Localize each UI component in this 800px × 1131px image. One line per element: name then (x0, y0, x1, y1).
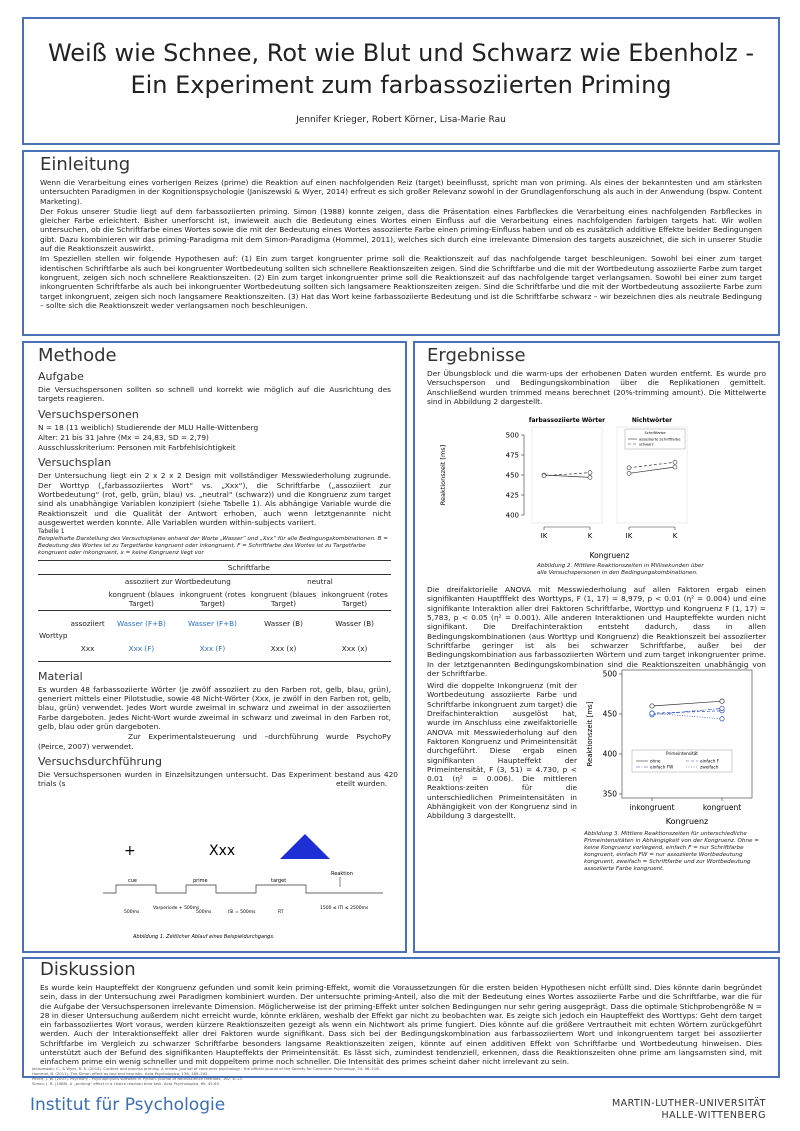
fig1-t4: ISI = 500ms (228, 910, 256, 915)
data-point (720, 699, 724, 703)
data-point (650, 704, 654, 708)
cell: Wasser (B) (264, 618, 303, 628)
data-point (673, 460, 677, 464)
fig1-t3: 500ms (196, 910, 212, 915)
fig1-cue: cue (128, 878, 137, 884)
diskussion-text: Es wurde kein Haupteffekt der Kongruenz gefunden und somit kein priming-Effekt, womit die Voraussetzungen für die ersten beiden Hypothesen nicht erfüllt sind. Dies könnte darin begründet sein, dass in der Untersuchung zwei Paradigmen kombiniert wurden. Der untersuchte priming-Anteil, also die mit der Bedeutung eines Wortes assoziierte Farbe und die Schriftfarbe, war die für die Aufgabe der Versuchspersonen irrelevante Dimension. Möglicherweise ist der priming-Effekt unter solchen Bedingungen nur sehr gering ausgeprägt. Dass die optimale Stichprobengröße N = 28 in dieser Untersuchung außerdem nicht erreicht wurde, könnte erklären, weshalb der Effekt gar nicht zu beobachten war. Es zeigte sich jedoch ein Haupteffekt des Worttyps: Geht dem target ein farbassoziiertes Wort voraus, werden kürzere Reaktionszeiten gezeigt als wenn ein Nichtwort als prime fungiert. Dies könnte auf die größere Vertrautheit mit echten Wörtern zurückgeführt werden. Auch der Interaktionseffekt aller drei Faktoren wurde signifikant. Dass sich bei der Bedingungskombination aus farbassoziiertem Wort und inkongruentem target bei assoziierter Schriftfarbe im Vergleich zu schwarzer Schriftfarbe besonders langsame Reaktionszeiten zeigen, könnte auf einen additiven Effekt von Schriftfarbe und Wortbedeutung hinweisen. Dies unterstützt auch der Befund des signifikanten Haupteffekts der Primeintensität. Es lässt sich, zumindest tendenziell, erkennen, dass die Reaktionszeiten ohne prime am langsamsten sind, mit einfachem prime ein wenig schneller und mit doppeltem prime noch schneller. Die Intensität des primes scheint daher nicht irrelevant zu sein. (40, 983, 762, 1067)
legend-label: ohne (650, 758, 661, 764)
legend-title: Primeintensität (666, 751, 698, 757)
y-tick-label: 400 (505, 511, 519, 520)
ergebnisse-p1: Der Übungsblock und die warm-ups der erhobenen Daten wurden entfernt. Es wurde pro Versuchsperson und Bedingungskombination über die Replikationen gemittelt. Anschließend wurden trimmed means berechnet (20%-trimming amount). Die Mittelwerte sind in Abbildung 2 dargestellt. (427, 369, 766, 406)
authors: Jennifer Krieger, Robert Körner, Lisa-Marie Rau (296, 115, 506, 125)
th-assoziiert: assoziiert zur Wortbedeutung (124, 576, 231, 586)
y-tick-label: 450 (602, 709, 617, 719)
fig3-caption: Abbildung 3. Mittlere Reaktionszeiten für unterschiedliche Primeintensitäten in Abhängigkeit von der Kongruenz. Ohne = keine Kongruenz vorliegend, einfach F = nur Schriftfarbe kongruent, einfach FW = nur assoziierte Wortbedeutung kongruent, zweifach = Schriftfarbe und zur Wortbedeutung assoziierte Farbe kongruent. (584, 831, 759, 873)
data-point (650, 711, 654, 715)
durch-text-end: eteilt wurden. (336, 778, 388, 788)
data-point (627, 472, 631, 476)
design-table (38, 560, 391, 662)
row2-label: Xxx (80, 643, 95, 653)
fig1-t6: 1500 ≤ ITI ≤ 2500ms (320, 906, 369, 911)
fig1-t1: 500ms (124, 910, 140, 915)
vp-heading: Versuchspersonen (38, 407, 139, 421)
th-worttyp: Worttyp (38, 610, 69, 661)
reference: Peirce, J. W. (2007). PsychoPy - Psychophysics software in Python. Journal of Neuroscience Methods, 162, 8–13. (32, 1076, 243, 1081)
cell: Xxx (F) (199, 643, 226, 653)
fig1-t5: RT (278, 910, 284, 915)
y-axis-label: Reaktionszeit [ms] (439, 444, 447, 506)
legend-label: einfach F (700, 758, 720, 764)
vp-line1: N = 18 (11 weiblich) Studierende der MLU Halle-Wittenberg (38, 422, 259, 432)
material-text: Es wurden 48 farbassoziierte Wörter (je zwölf assoziiert zu den Farben rot, gelb, blau, grün), generiert mittels einer Pilotstudie, sowie 48 Nicht-Wörter (Xxx, je zwölf in den Farben rot, gelb, blau, grün) verwendet. Jedes Wort wurde zweimal in schwarz und zweimal in der assoziierten Farbe dargeboten. Jedes Nicht-Wort wurde zweimal in schwarz und zweimal in den Farben rot, gelb, blau oder grün dargeboten. (38, 684, 391, 732)
row1-label: assoziiert (70, 618, 105, 628)
y-tick-label: 400 (602, 749, 617, 759)
panel-title: farbassoziierte Wörter (528, 417, 606, 425)
cell: Xxx (x) (341, 643, 368, 653)
fig1-plus: + (124, 843, 136, 859)
plan-heading: Versuchsplan (38, 456, 112, 470)
material-heading: Material (38, 669, 83, 683)
plan-text: Der Untersuchung liegt ein 2 x 2 x 2 Design mit vollständiger Messwiederholung zugrunde. Der Worttyp („farbassoziiertes Wort“ vs. „Xxx“), die Schriftfarbe („assoziiert zur Wortbedeutung“ (rot, gelb, grün, blau) vs. „neutral“ (schwarz)) und die Kongruenz zum target sind als unabhängige Variablen konzipiert (siehe Tabelle 1). Als abhängige Variable wurde die Reaktionszeit und die Qualität der Antwort erhoben, auch wenn letztgenannte nicht ausgewertet werden konnte. Alle Variablen wurden within-subjects variiert. (38, 471, 391, 527)
chart-abbildung-2 (427, 408, 767, 563)
data-point (720, 717, 724, 721)
fig1-xxx: Xxx (209, 843, 236, 859)
x-tick-label: inkongruent (629, 803, 675, 813)
y-tick-label: 425 (505, 491, 519, 500)
legend-label: assoziierte Schriftfarbe (639, 437, 681, 442)
ergebnisse-p3: Wird die doppelte Inkongruenz (mit der Wortbedeutung assoziierte Farbe und Schriftfarbe inkongruent zum target) die Dreifachinteraktion ausgelöst hat, wurde im Anschluss eine zweifaktorielle ANOVA mit Messwiederholung auf den Faktoren Kongruenz und Primeintensität durchgeführt. Diese ergab einen signifikanten Haupteffekt der Primeintensität, F (3, 51) = 4.730, p < 0.01 (η² = 0.006). Die mittleren Reaktions-zeiten für die unterschiedlichen Primeintensitäten in Abhängigkeit von der Kongruenz sind in Abbildung 3 dargestellt. (427, 681, 577, 821)
vp-line2: Alter: 21 bis 31 Jahre (Mx = 24,83, SD = 2,79) (38, 432, 209, 442)
cell: Xxx (x) (270, 643, 297, 653)
title-box (22, 17, 780, 145)
x-axis-label: Kongruenz (665, 817, 709, 827)
ergebnisse-section (413, 341, 780, 953)
x-tick-label: IK (625, 532, 633, 541)
data-point (542, 474, 546, 478)
poster-title: Weiß wie Schnee, Rot wie Blut und Schwarz wie Ebenholz - Ein Experiment zum farbassoziierten Priming (47, 39, 755, 99)
fig1-t2: Varperiode + 500ms (153, 906, 200, 911)
university-logo: MARTIN-LUTHER-UNIVERSITÄT HALLE-WITTENBERG (611, 1098, 766, 1121)
fig1-target: target (271, 878, 287, 884)
th-schriftfarbe: Schriftfarbe (227, 562, 270, 572)
y-tick-label: 500 (505, 431, 519, 440)
data-point (673, 465, 677, 469)
einleitung-heading: Einleitung (40, 154, 131, 175)
y-tick-label: 450 (505, 471, 519, 480)
reference: Hommel, B. (2011). The Simon effect as tool and heuristic. Acta Psychologica, 136, 189–202. (32, 1071, 209, 1076)
fig2-caption: Abbildung 2. Mittlere Reaktionszeiten in Millisekunden über alle Versuchspersonen in den Bedingungskombinationen. (537, 563, 704, 577)
data-point (720, 706, 724, 710)
diskussion-heading: Diskussion (40, 959, 136, 980)
fig1-prime: prime (193, 878, 208, 884)
x-tick-label: IK (540, 532, 548, 541)
einleitung-p2: Der Fokus unserer Studie liegt auf dem farbassoziierten priming. Simon (1988) konnte zeigen, dass die Präsentation eines Farbfleckes die Verarbeitung eines nachfolgenden Farbfleckes in gleicher Farbe erleichtert. Bisher unerforscht ist, inwieweit auch die Bedeutung eines Wortes einen Einfluss auf die Verarbeitung eines nachfolgenden farbigen targets hat. Wir wollen untersuchen, ob die Schriftfarbe eines Wortes sowie die mit der Bedeutung eines Wortes assoziierte Farbe einen priming-Einfluss haben und ob es zusätzlich additive Effekte beider Bedingungen gibt. Dazu kombinieren wir das priming-Paradigma mit dem Simon-Paradigma (Hommel, 2011), welches sich durch eine irrelevante Dimension des targets auszeichnet, die sich in unserer Studie auf die Reaktionszeit auswirkt. (40, 206, 762, 254)
x-axis-label: Kongruenz (589, 551, 630, 561)
ergebnisse-heading: Ergebnisse (427, 345, 526, 366)
th-col4: inkongruent (rotes Target) (321, 589, 388, 608)
th-neutral: neutral (307, 576, 333, 586)
cell: Wasser (F+B) (188, 618, 237, 628)
plot-frame (622, 670, 752, 798)
aufgabe-text: Die Versuchspersonen sollten so schnell und korrekt wie möglich auf die Ausrichtung des targets reagieren. (38, 385, 391, 404)
y-axis-label: Reaktionszeit [ms] (586, 701, 594, 767)
table-caption: Beispielhafte Darstellung des Versuchsplanes anhand der Worte „Wasser“ und „Xxx“ für alle Bedingungskombinationen. B = Bedeutung des Wortes ist zu Targetfarbe kongruent oder inkongruent, F = Schriftfarbe des Wortes ist zu Targetfarbe kongruent oder inkongruent, x = keine Kongruenz liegt vor (38, 535, 388, 556)
x-tick-label: K (672, 532, 678, 541)
fig1-caption: Abbildung 1. Zeitlicher Ablauf eines Beispieldurchgangs. (133, 934, 275, 940)
series-line (629, 467, 675, 473)
timeline-figure (38, 831, 393, 946)
durch-text: Die Versuchspersonen wurden in Einzelsitzungen untersucht. Das Experiment bestand aus 420 trials (s (38, 769, 398, 789)
data-point (588, 471, 592, 475)
target-triangle (280, 834, 330, 859)
series-line (652, 701, 722, 706)
reference: Janiszewski, C., & Wyer, R. S. (2014). Content and process priming: A review. Journal of consumer psychology : the official journal of the Society for Consumer Psychology, 24, 96–118. (32, 1066, 380, 1071)
methode-section (22, 341, 407, 953)
timeline-line (103, 885, 383, 893)
x-tick-label: kongruent (702, 803, 742, 813)
chart-abbildung-3 (582, 666, 767, 831)
y-tick-label: 350 (602, 789, 617, 799)
diskussion-section (22, 957, 780, 1078)
y-tick-label: 500 (602, 669, 617, 679)
legend-label: einfach FW (650, 764, 674, 770)
material-text2: Zur Experimentalsteuerung und –durchführung wurde PsychoPy (Peirce, 2007) verwendet. (38, 732, 391, 751)
cell: Xxx (F) (128, 643, 155, 653)
fig1-reaktion: Reaktion (331, 871, 353, 877)
data-point (588, 476, 592, 480)
einleitung-p1: Wenn die Verarbeitung eines vorherigen Reizes (prime) die Reaktion auf einen nachfolgenden Reiz (target) beeinflusst, spricht man von priming. Als eines der bekanntesten und am stärksten untersuchten Paradigmen in der Kognitionspsychologie (Janiszewski & Wyer, 2014) erfreut es sich großer Relevanz sowohl in der Grundlagenforschung als auch in der Anwendung (bspw. Content Marketing). (40, 178, 762, 206)
methode-heading: Methode (38, 345, 117, 366)
references (32, 1066, 632, 1086)
durch-heading: Versuchsdurchführung (38, 754, 162, 768)
data-point (627, 466, 631, 470)
table-label: Tabelle 1 (38, 528, 65, 536)
reference: Simon, J. R. (1988). A „priming“ effect in a choice reaction time task. Acta Psychologica, 69, 45-65. (32, 1081, 221, 1086)
cell: Wasser (F+B) (116, 618, 166, 628)
th-col2: inkongruent (rotes Target) (179, 589, 246, 608)
ergebnisse-p2: Die dreifaktorielle ANOVA mit Messwiederholung auf allen Faktoren ergab einen signifikanten Hauptfffekt des Worttyps, F (1, 17) = 8,979, p < 0.01 (η² = 0.004) und eine signifikante Interaktion aller drei Faktoren Schriftfarbe, Worttyp und Kongruenz F (1, 17) = 5,783, p < 0.05 (η² = 0.001). Alle anderen Interaktionen und Haupteffekte wurden nicht signifikant. Die Dreifachinteraktion entsteht dadurch, dass in allen Bedingungskombinationen (aus Worttyp und Kongruenz) die Reaktionszeit bei assoziierter Schriftfarbe geringer ist als bei schwarzer Schriftfarbe, außer bei der Bedingungskombination aus farbassoziierten Wörtern und zum target inkongruenter prime. In der letztgenannten Bedingungskombination sind die Reaktionszeiten unabhängig von der Schriftfarbe. (427, 585, 766, 678)
y-tick-label: 475 (505, 451, 519, 460)
series-line (544, 473, 590, 476)
institute-name: Institut für Psychologie (30, 1095, 226, 1115)
th-col3: kongruent (blaues Target) (250, 589, 317, 608)
panel-title: Nichtwörter (631, 417, 673, 425)
series-line (652, 711, 722, 713)
vp-line3: Ausschlusskriterium: Personen mit Farbfehlsichtigkeit (38, 443, 236, 453)
legend-label: schwarz (639, 442, 654, 447)
aufgabe-heading: Aufgabe (38, 370, 84, 383)
series-line (652, 713, 722, 719)
legend-title: Schriftfarbe (644, 431, 666, 436)
x-tick-label: K (587, 532, 593, 541)
cell: Wasser (B) (335, 618, 374, 628)
einleitung-section (22, 150, 780, 336)
einleitung-p3: Im Speziellen stellen wir folgende Hypothesen auf: (1) Ein zum target kongruenter prime soll die Reaktionszeit auf das nachfolgende target beschleunigen. Sowohl bei einer zum target identischen Schriftfarbe als auch bei kongruenter Wortbedeutung sollten sich schnellere Reaktionszeiten zeigen. Sind die Schriftfarbe und die mit der Wortbedeutung assoziierte Farbe zum target kongruent, zeigen sich noch schnellere Reaktionszeiten. (2) Ein zum target inkongruenter prime soll die Reaktionszeit auf das nachfolgende target verlangsamen. Sowohl bei einer zum target inkongruenten Schriftfarbe als auch bei inkongruenter Wortbedeutung sollten sich langsamere Reaktionszeiten zeigen. Sind die Schriftfarbe und die mit der Wortbedeutung assoziierte Farbe zum target inkongruent, zeigen sich noch langsamere Reaktionszeiten. (3) Hat das Wort keine farbassoziierte Bedeutung und ist die Schriftfarbe schwarz – wir bezeichnen dies als neutrale Bedingung – sollte sich die Reaktionszeit weder verlangsamen noch beschleunigen. (40, 254, 762, 310)
th-col1: kongruent (blaues Target) (108, 589, 175, 608)
legend-label: zweifach (700, 764, 719, 770)
series-line (629, 462, 675, 468)
